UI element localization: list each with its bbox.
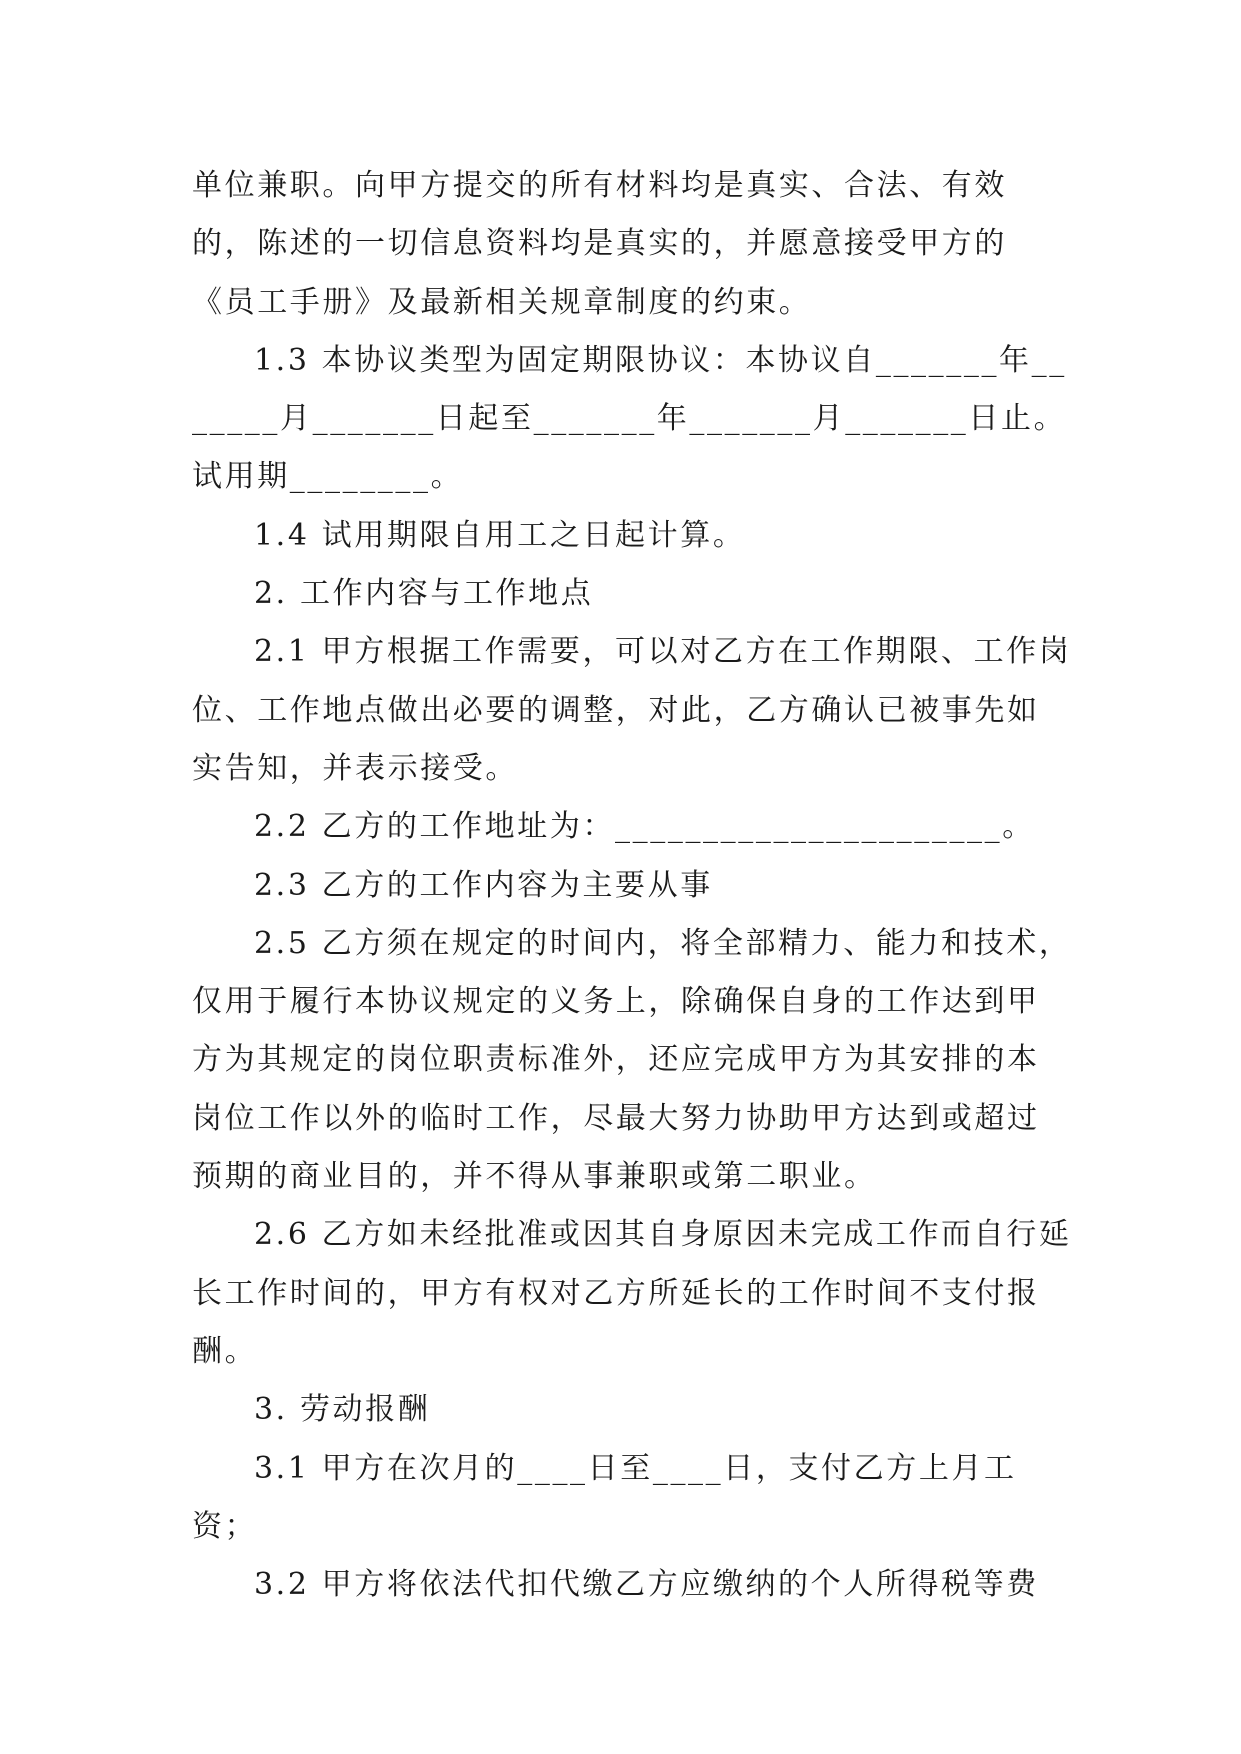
paragraph-intro-tail: 单位兼职。向甲方提交的所有材料均是真实、合法、有效的，陈述的一切信息资料均是真实的，并愿意接受甲方的《员工手册》及最新相关规章制度的约束。 bbox=[192, 168, 1007, 320]
paragraph-2-1: 2.1 甲方根据工作需要，可以对乙方在工作期限、工作岗位、工作地点做出必要的调整，对此，乙方确认已被事先如实告知，并表示接受。 bbox=[192, 634, 1072, 786]
paragraph-2-3-work-content: 2.3 乙方的工作内容为主要从事 bbox=[254, 867, 713, 903]
paragraph-2-2-work-address: 2.2 乙方的工作地址为：______________________。 bbox=[254, 809, 1035, 845]
document-body bbox=[192, 157, 1072, 1614]
section-heading-2: 2. 工作内容与工作地点 bbox=[254, 576, 594, 612]
paragraph-1-4-probation-start: 1.4 试用期限自用工之日起计算。 bbox=[254, 517, 746, 553]
paragraph-1-3-contract-term: 1.3 本协议类型为固定期限协议：本协议自_______年_______月_______日起至_______年_______月_______日止。试用期________。 bbox=[192, 342, 1067, 495]
paragraph-2-5: 2.5 乙方须在规定的时间内，将全部精力、能力和技术，仅用于履行本协议规定的义务上，除确保自身的工作达到甲方为其规定的岗位职责标准外，还应完成甲方为其安排的本岗位工作以外的临时工作，尽最大努力协助甲方达到或超过预期的商业目的，并不得从事兼职或第二职业。 bbox=[192, 925, 1072, 1195]
paragraph-3-1-pay-date: 3.1 甲方在次月的____日至____日，支付乙方上月工资； bbox=[192, 1450, 1017, 1544]
paragraph-2-6: 2.6 乙方如未经批准或因其自身原因未完成工作而自行延长工作时间的，甲方有权对乙方所延长的工作时间不支付报酬。 bbox=[192, 1217, 1072, 1369]
paragraph-3-2-tax: 3.2 甲方将依法代扣代缴乙方应缴纳的个人所得税等费 bbox=[254, 1567, 1039, 1603]
section-heading-3: 3. 劳动报酬 bbox=[254, 1392, 431, 1428]
